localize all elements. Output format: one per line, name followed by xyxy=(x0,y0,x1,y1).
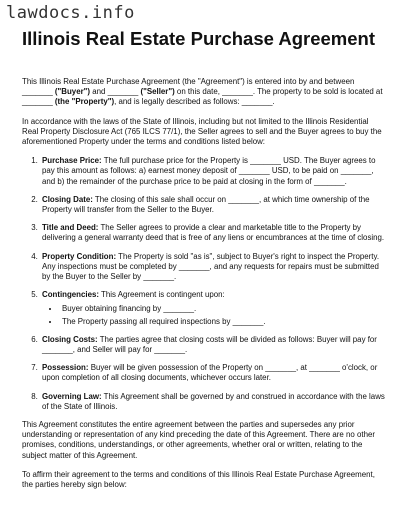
term-item: 4. Property Condition: The Property is sold "as is", subject to Buyer's right to inspect the Property. Any inspections must be completed by _______, and any requests for repairs must be submitted by the Buyer to the Seller by _______. xyxy=(40,252,386,283)
term-item: 2. Closing Date: The closing of this sale shall occur on _______, at which time ownership of the Property will transfer from the Seller to the Buyer. xyxy=(40,195,386,215)
term-item: 8. Governing Law: This Agreement shall be governed by and construed in accordance with the laws of the State of Illinois. xyxy=(40,392,386,412)
document-title: Illinois Real Estate Purchase Agreement xyxy=(22,28,375,49)
site-logo: lawdocs.info xyxy=(6,3,135,23)
signature-intro-paragraph: To affirm their agreement to the terms and conditions of this Illinois Real Estate Purchase Agreement, the parties hereby sign below: xyxy=(22,469,375,490)
term-item: 6. Closing Costs: The parties agree that closing costs will be divided as follows: Buyer will pay for _______, and Seller will pay for _______. xyxy=(40,335,386,355)
entire-agreement-paragraph: This Agreement constitutes the entire agreement between the parties and supersedes any prior understanding or representation of any kind preceding the date of this Agreement. There are no other promises, conditions, understandings, or other agreements, whether oral or written, relating to the subject matter of this Agreement. xyxy=(22,420,375,460)
document-body xyxy=(22,77,386,499)
term-item: 1. Purchase Price: The full purchase price for the Property is _______ USD. The Buyer agrees to pay this amount as follows: a) earnest money deposit of _______ USD, to be paid on _______, and b) the remainder of the purchase price to be paid at closing in the form of _______. xyxy=(40,156,386,187)
list-item: • Buyer obtaining financing by _______. xyxy=(60,304,386,314)
contingency-list xyxy=(42,304,386,326)
term-item: 5. Contingencies: This Agreement is contingent upon: • Buyer obtaining financing by _______. • The Property passing all required inspections by _______. xyxy=(40,290,386,327)
laws-paragraph: In accordance with the laws of the State of Illinois, including but not limited to the Illinois Residential Real Property Disclosure Act (765 ILCS 77/1), the Seller agrees to sell and the Buyer agrees to buy the aforementioned Property under the terms and conditions listed below: xyxy=(22,116,382,147)
intro-paragraph: This Illinois Real Estate Purchase Agreement (the "Agreement") is entered into by and between _______ ("Buyer") and _______ ("Seller") on this date, _______. The property to be sold is located at _______ (the "Property"), and is legally described as follows: _______. xyxy=(22,77,383,107)
term-item: 3. Title and Deed: The Seller agrees to provide a clear and marketable title to the Property by delivering a general warranty deed that is free of any liens or encumbrances at the time of closing. xyxy=(40,223,386,243)
term-item: 7. Possession: Buyer will be given possession of the Property on _______, at _______ o'clock, or upon completion of all closing documents, whichever occurs later. xyxy=(40,363,386,383)
terms-list xyxy=(22,156,386,412)
list-item: • The Property passing all required inspections by _______. xyxy=(60,317,386,327)
